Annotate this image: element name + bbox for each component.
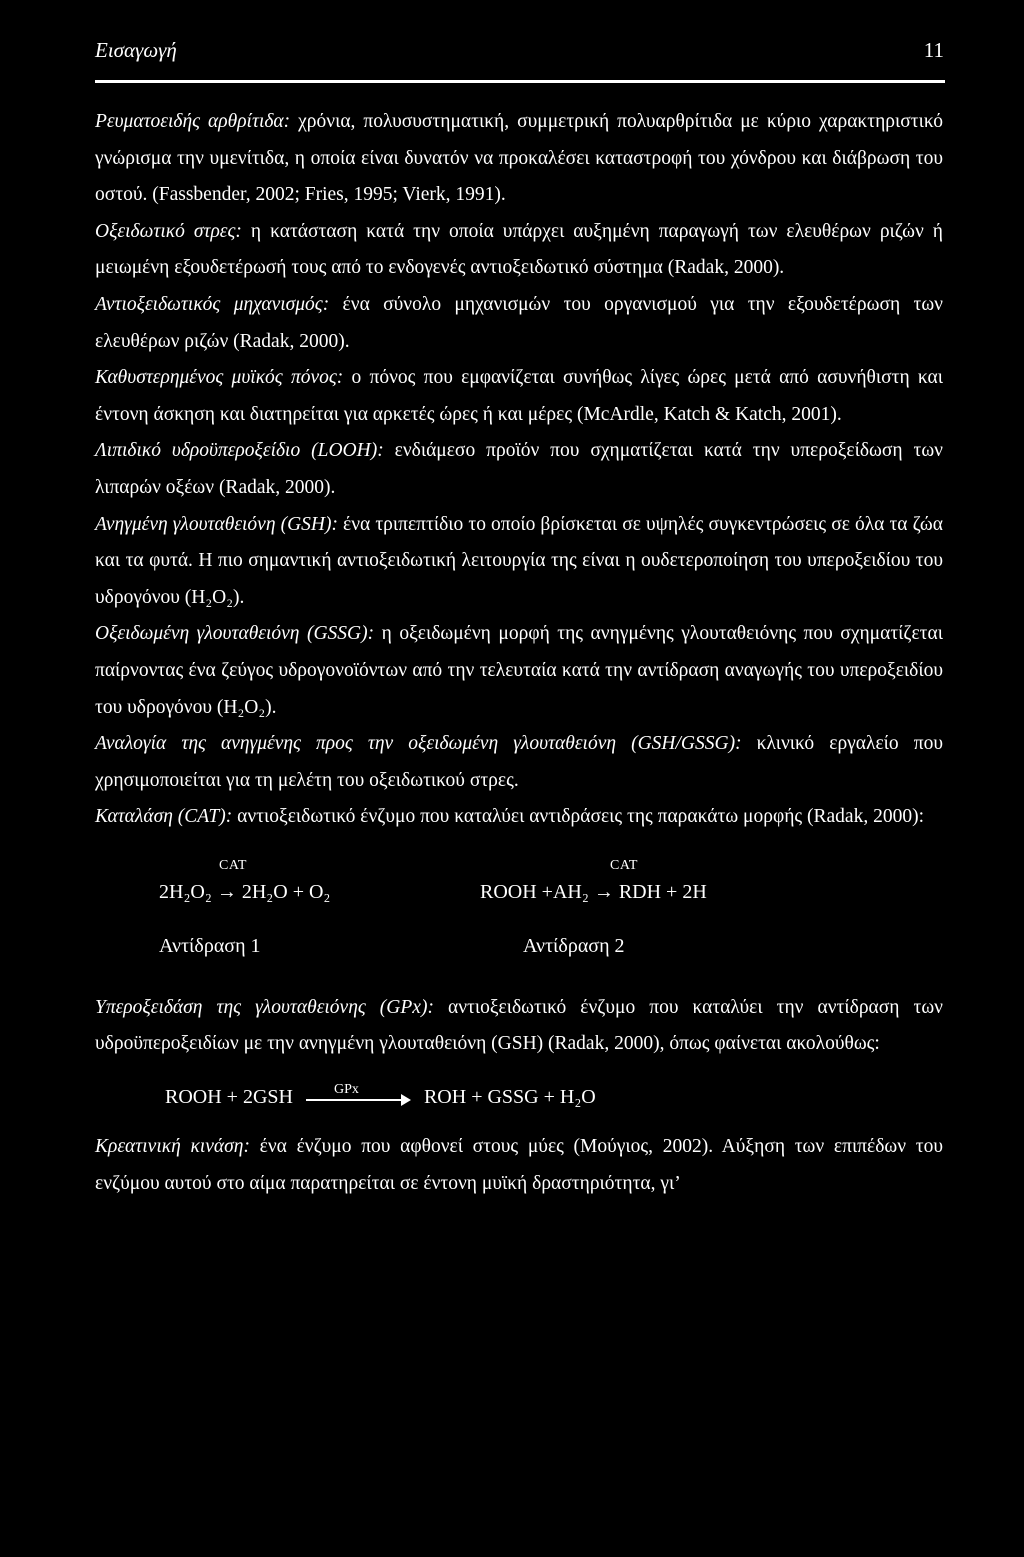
reaction-products: 2H₂O + O₂ <box>241 880 331 903</box>
glossary-entry <box>95 726 943 799</box>
glossary-definition: ενδιάμεσο προϊόν που σχηματίζεται κατά την υπεροξείδωση των λιπαρών οξέων (Radak, 2000). <box>95 440 943 498</box>
glossary-definition: ένα τριπεπτίδιο το οποίο βρίσκεται σε υψηλές συγκεντρώσεις σε όλα τα ζώα και τα φυτά. Η πιο σημαντική αντιοξειδωτική λειτουργία της είναι η ουδετεροποίηση του υπεροξειδίου του υδρογόνου (H₂O₂). <box>95 513 943 608</box>
glossary-term: Καταλάση (CAT): <box>95 806 233 828</box>
glossary-term: Λιπιδικό υδροϋπεροξείδιο (LOOH): <box>95 440 384 462</box>
glossary-term: Οξειδωμένη γλουταθειόνη (GSSG): <box>95 623 375 645</box>
glossary-entry <box>95 433 943 506</box>
glossary-definition: ο πόνος που εμφανίζεται συνήθως λίγες ώρες μετά από ασυνήθιστη και έντονη άσκηση και διατηρείται για αρκετές ώρες ή και μέρες (McArdle, Katch & Katch, 2001). <box>95 367 943 425</box>
reaction-1-equation <box>159 874 330 911</box>
glossary-term: Ανηγμένη γλουταθειόνη (GSH): <box>95 513 338 535</box>
glossary-entry <box>95 1129 943 1202</box>
arrow-icon <box>306 1082 411 1108</box>
reaction-caption: Αντίδραση 1 <box>159 934 261 957</box>
glossary-content <box>95 104 943 1202</box>
glossary-definition: αντιοξειδωτικό ένζυμο που καταλύει αντιδράσεις της παρακάτω μορφής (Radak, 2000): <box>232 806 925 828</box>
glossary-term: Οξειδωτικό στρες: <box>95 220 242 242</box>
reaction-2-equation <box>480 874 707 911</box>
page-number: 11 <box>923 38 944 62</box>
glossary-term: Αντιοξειδωτικός μηχανισμός: <box>95 293 330 315</box>
reaction-caption: Αντίδραση 2 <box>523 934 625 957</box>
catalase-reactions <box>95 840 943 990</box>
glossary-entry <box>95 104 943 214</box>
glossary-definition: ένα ένζυμο που αφθονεί στους μύες (Μούγιος, 2002). Αύξηση των επιπέδων του ενζύμου αυτού στο αίμα παρατηρείται σε έντονη μυϊκή δραστηριότητα, γι’ <box>95 1136 943 1194</box>
glossary-entry <box>95 507 943 617</box>
glossary-definition: χρόνια, πολυσυστηματική, συμμετρική πολυαρθρίτιδα με κύριο χαρακτηριστικό γνώρισμα την υμενίτιδα, η οποία είναι δυνατόν να προκαλέσει καταστροφή του χόνδρου και διάβρωση του οστού. (Fassbender, 2002; Fries, 1995; Vierk, 1991). <box>95 111 943 206</box>
reaction-reactants: ROOH +AH₂ <box>480 880 589 903</box>
reaction-products: ROH + GSSG + H₂O <box>423 1086 596 1109</box>
running-header <box>95 38 944 72</box>
glossary-term: Ρευματοειδής αρθρίτιδα: <box>95 111 291 132</box>
reaction-products: RDH + 2H <box>618 880 707 903</box>
arrow-icon: → <box>216 880 242 903</box>
glossary-definition: αντιοξειδωτικό ένζυμο που καταλύει την αντίδραση των υδροϋπεροξειδίων με την ανηγμένη γλουταθειόνη (GSH) (Radak, 2000), όπως φαίνεται ακολούθως: <box>95 996 943 1055</box>
glossary-definition: η κατάσταση κατά την οποία υπάρχει αυξημένη παραγωγή των ελευθέρων ριζών ή μειωμένη εξουδετέρωσή τους από το ενδογενές αντιοξειδωτικό σύστημα (Radak, 2000). <box>95 220 943 279</box>
glossary-term: Υπεροξειδάση της γλουταθειόνης (GPx): <box>95 996 434 1018</box>
reaction-reactants: ROOH + 2GSH <box>165 1086 293 1109</box>
glossary-entry <box>95 287 943 360</box>
glossary-definition: ένα σύνολο μηχανισμών του οργανισμού για την εξουδετέρωση των ελευθέρων ριζών (Radak, 2000). <box>95 293 943 352</box>
catalyst-label: CAT <box>219 857 247 873</box>
glossary-entry <box>95 616 943 726</box>
chapter-title: Εισαγωγή <box>95 38 177 62</box>
gpx-equation <box>165 1079 596 1116</box>
header-rule <box>95 80 945 83</box>
glossary-entry <box>95 360 943 433</box>
gpx-reaction <box>95 1071 943 1121</box>
glossary-term: Καθυστερημένος μυϊκός πόνος: <box>95 367 344 389</box>
arrow-icon: → <box>593 880 619 903</box>
glossary-term: Κρεατινική κινάση: <box>95 1136 250 1158</box>
glossary-entry <box>95 214 943 287</box>
glossary-entry <box>95 990 943 1063</box>
reaction-reactants: 2H₂O₂ <box>159 880 212 903</box>
catalyst-label: CAT <box>610 857 638 873</box>
glossary-definition: η οξειδωμένη μορφή της ανηγμένης γλουταθειόνης που σχηματίζεται παίρνοντας ένα ζεύγος υδρογονοϊόντων από την τελευταία κατά την αντίδραση αναγωγής του υπεροξειδίου του υδρογόνου (H₂O₂). <box>95 623 943 718</box>
glossary-definition: κλινικό εργαλείο που χρησιμοποιείται για τη μελέτη του οξειδωτικού στρες. <box>95 733 943 791</box>
glossary-term: Αναλογία της ανηγμένης προς την οξειδωμένη γλουταθειόνη (GSH/GSSG): <box>95 733 742 755</box>
enzyme-label: GPx <box>333 1082 359 1098</box>
glossary-entry <box>95 799 943 836</box>
